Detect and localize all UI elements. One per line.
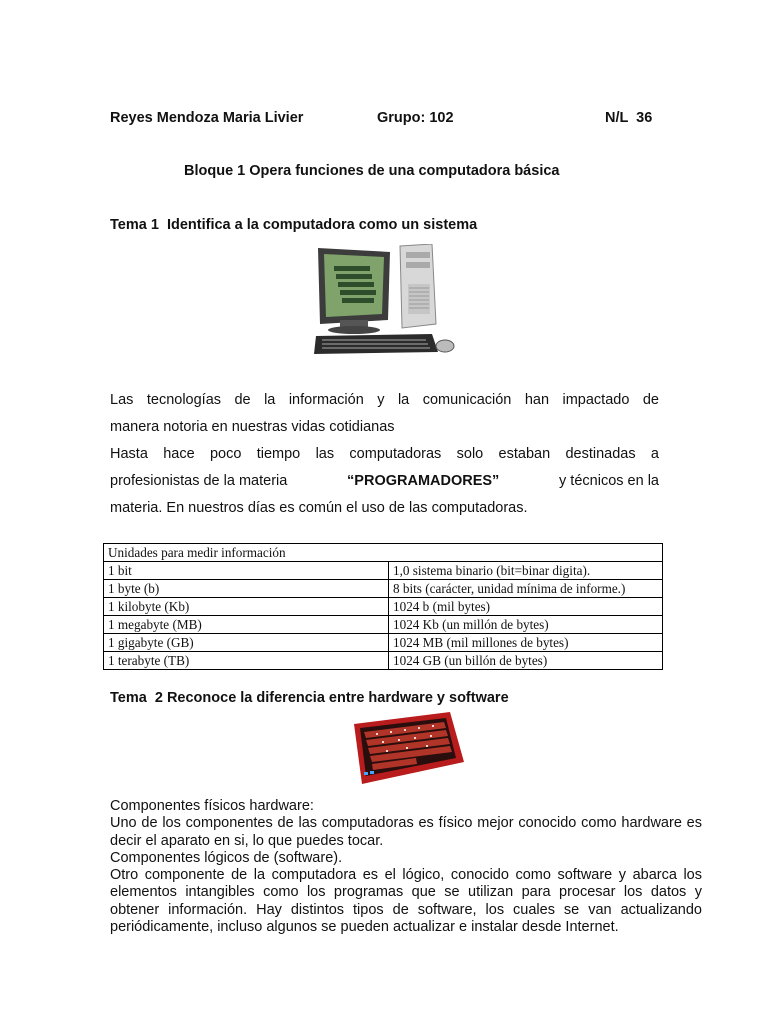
table-row — [104, 634, 663, 652]
keyboard-image — [346, 710, 466, 786]
desktop-computer-image — [312, 244, 460, 358]
unit-value: 1024 GB (un billón de bytes) — [389, 652, 663, 670]
table-row — [104, 598, 663, 616]
unit-name: 1 gigabyte (GB) — [104, 634, 389, 652]
unit-name: 1 kilobyte (Kb) — [104, 598, 389, 616]
paragraph-line: manera notoria en nuestras vidas cotidianas — [110, 419, 395, 435]
topic2-heading: Tema 2 Reconoce la diferencia entre hardware y software — [110, 690, 509, 706]
block-title: Bloque 1 Opera funciones de una computadora básica — [184, 163, 560, 179]
unit-value: 1024 MB (mil millones de bytes) — [389, 634, 663, 652]
paragraph-line: Las tecnologías de la información y la comunicación han impactado de — [110, 392, 659, 408]
table-row — [104, 580, 663, 598]
table-title: Unidades para medir información — [104, 544, 663, 562]
unit-name: 1 byte (b) — [104, 580, 389, 598]
student-name: Reyes Mendoza Maria Livier — [110, 110, 304, 126]
paragraph-line: materia. En nuestros días es común el uso de las computadoras. — [110, 500, 528, 516]
unit-name: 1 terabyte (TB) — [104, 652, 389, 670]
list-number: N/L 36 — [605, 110, 653, 126]
table-row — [104, 616, 663, 634]
group-label: Grupo: 102 — [377, 110, 454, 126]
paragraph-line: Hasta hace poco tiempo las computadoras solo estaban destinadas a — [110, 446, 659, 462]
software-paragraph: Otro componente de la computadora es el lógico, conocido como software y abarca los elementos intangibles como los programas que se utilizan para procesar los datos y obtener información. Hay distintos tipos de software, los cuales se van actualizando periódicamente, incluso algunos se pueden actualizar e instalar desde Internet. — [110, 867, 702, 936]
hardware-subheading: Componentes físicos hardware: — [110, 798, 314, 814]
unit-name: 1 megabyte (MB) — [104, 616, 389, 634]
topic1-paragraph — [110, 387, 659, 522]
table-row — [104, 562, 663, 580]
topic2-text — [110, 798, 702, 936]
paragraph-fragment: profesionistas de la materia — [110, 473, 288, 489]
table-title-row — [104, 544, 663, 562]
topic1-heading: Tema 1 Identifica a la computadora como un sistema — [110, 217, 478, 233]
unit-value: 1,0 sistema binario (bit=binar digita). — [389, 562, 663, 580]
units-table — [103, 543, 663, 670]
paragraph-fragment: y técnicos en la — [559, 473, 659, 489]
unit-value: 1024 b (mil bytes) — [389, 598, 663, 616]
unit-name: 1 bit — [104, 562, 389, 580]
unit-value: 8 bits (carácter, unidad mínima de informe.) — [389, 580, 663, 598]
hardware-paragraph: Uno de los componentes de las computadoras es físico mejor conocido como hardware es decir el aparato en si, lo que puedes tocar. — [110, 815, 702, 849]
table-row — [104, 652, 663, 670]
software-subheading: Componentes lógicos de (software). — [110, 849, 343, 866]
paragraph-line-with-emphasis — [110, 468, 659, 495]
emphasis-programadores: “PROGRAMADORES” — [347, 473, 500, 489]
unit-value: 1024 Kb (un millón de bytes) — [389, 616, 663, 634]
